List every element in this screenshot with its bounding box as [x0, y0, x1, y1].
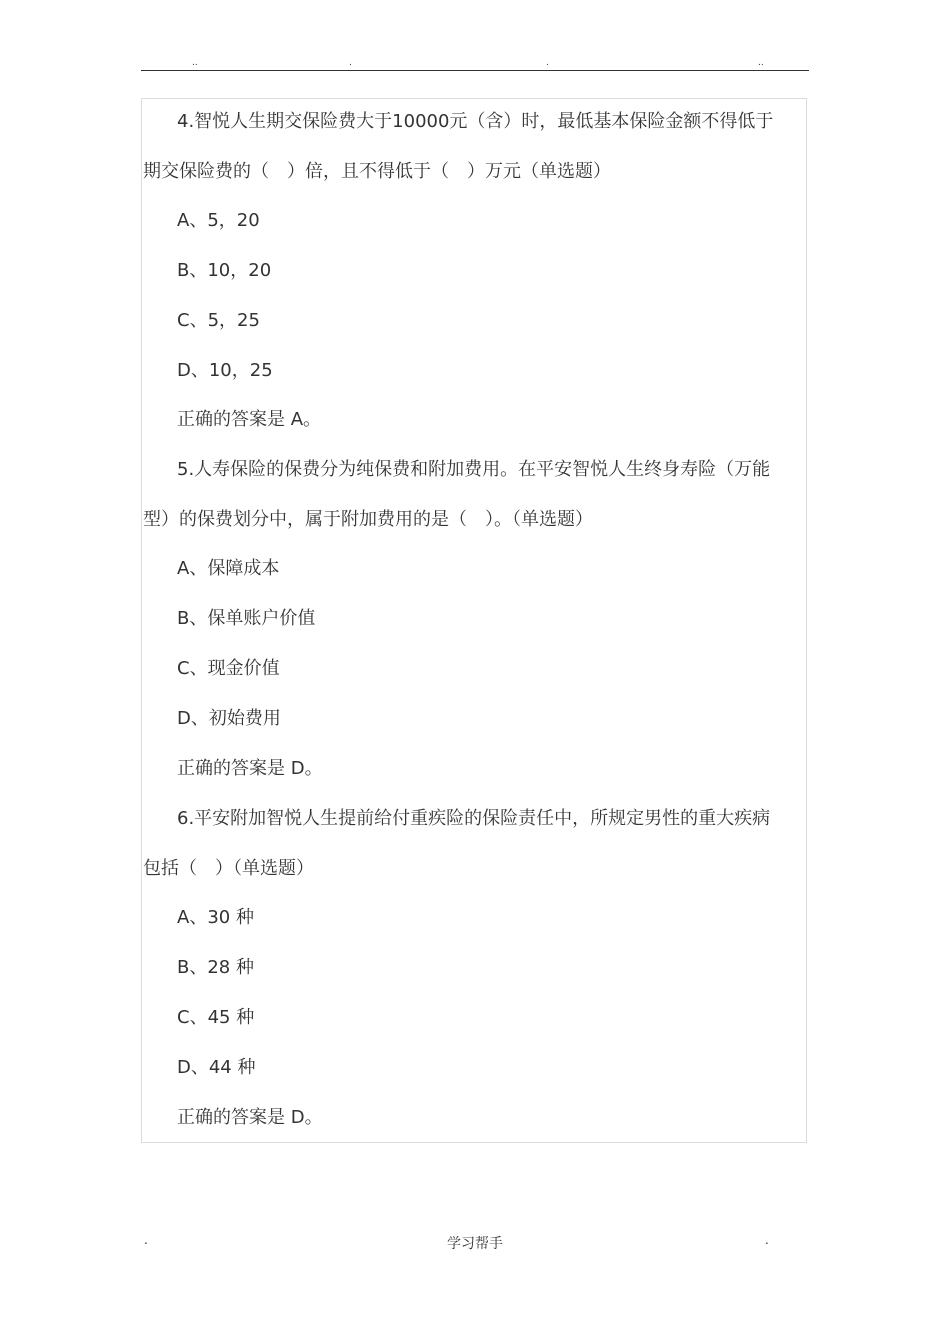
question-5-stem-line-1: 5.人寿保险的保费分为纯保费和附加费用。在平安智悦人生终身寿险（万能 — [177, 459, 771, 480]
question-5-stem-line-2: 型）的保费划分中，属于附加费用的是（ ）。（单选题） — [143, 509, 593, 530]
header-rule — [141, 70, 809, 71]
question-6-answer: 正确的答案是 D。 — [177, 1107, 323, 1128]
question-5-option-b: B、保单账户价值 — [177, 608, 316, 629]
question-4-option-b: B、10，20 — [177, 260, 272, 281]
question-5-option-c: C、现金价值 — [177, 658, 280, 679]
question-4-stem-line-2: 期交保险费的（ ）倍，且不得低于（ ）万元（单选题） — [143, 161, 611, 182]
question-6-stem-line-2: 包括（ ）（单选题） — [143, 858, 314, 879]
question-4-option-d: D、10，25 — [177, 360, 273, 381]
header-mark-3: . — [546, 58, 549, 68]
footer-right-mark: . — [765, 1233, 769, 1247]
header-mark-4: .. — [758, 58, 764, 68]
question-5-option-a: A、保障成本 — [177, 558, 280, 579]
question-6-option-c: C、45 种 — [177, 1007, 255, 1028]
footer-text: 学习帮手 — [447, 1236, 503, 1252]
question-6-stem-line-1: 6.平安附加智悦人生提前给付重疾险的保险责任中，所规定男性的重大疾病 — [177, 808, 771, 829]
question-4-answer: 正确的答案是 A。 — [177, 409, 322, 430]
question-6-option-d: D、44 种 — [177, 1057, 256, 1078]
header-mark-2: . — [349, 58, 352, 68]
question-4-stem-line-1: 4.智悦人生期交保险费大于10000元（含）时，最低基本保险金额不得低于 — [177, 111, 774, 132]
question-6-option-b: B、28 种 — [177, 957, 254, 978]
question-5-option-d: D、初始费用 — [177, 708, 281, 729]
question-4-option-a: A、5，20 — [177, 210, 260, 231]
question-6-option-a: A、30 种 — [177, 907, 254, 928]
question-4-option-c: C、5，25 — [177, 310, 260, 331]
question-5-answer: 正确的答案是 D。 — [177, 758, 323, 779]
header-mark-1: .. — [192, 58, 198, 68]
footer-left-mark: . — [144, 1233, 148, 1247]
